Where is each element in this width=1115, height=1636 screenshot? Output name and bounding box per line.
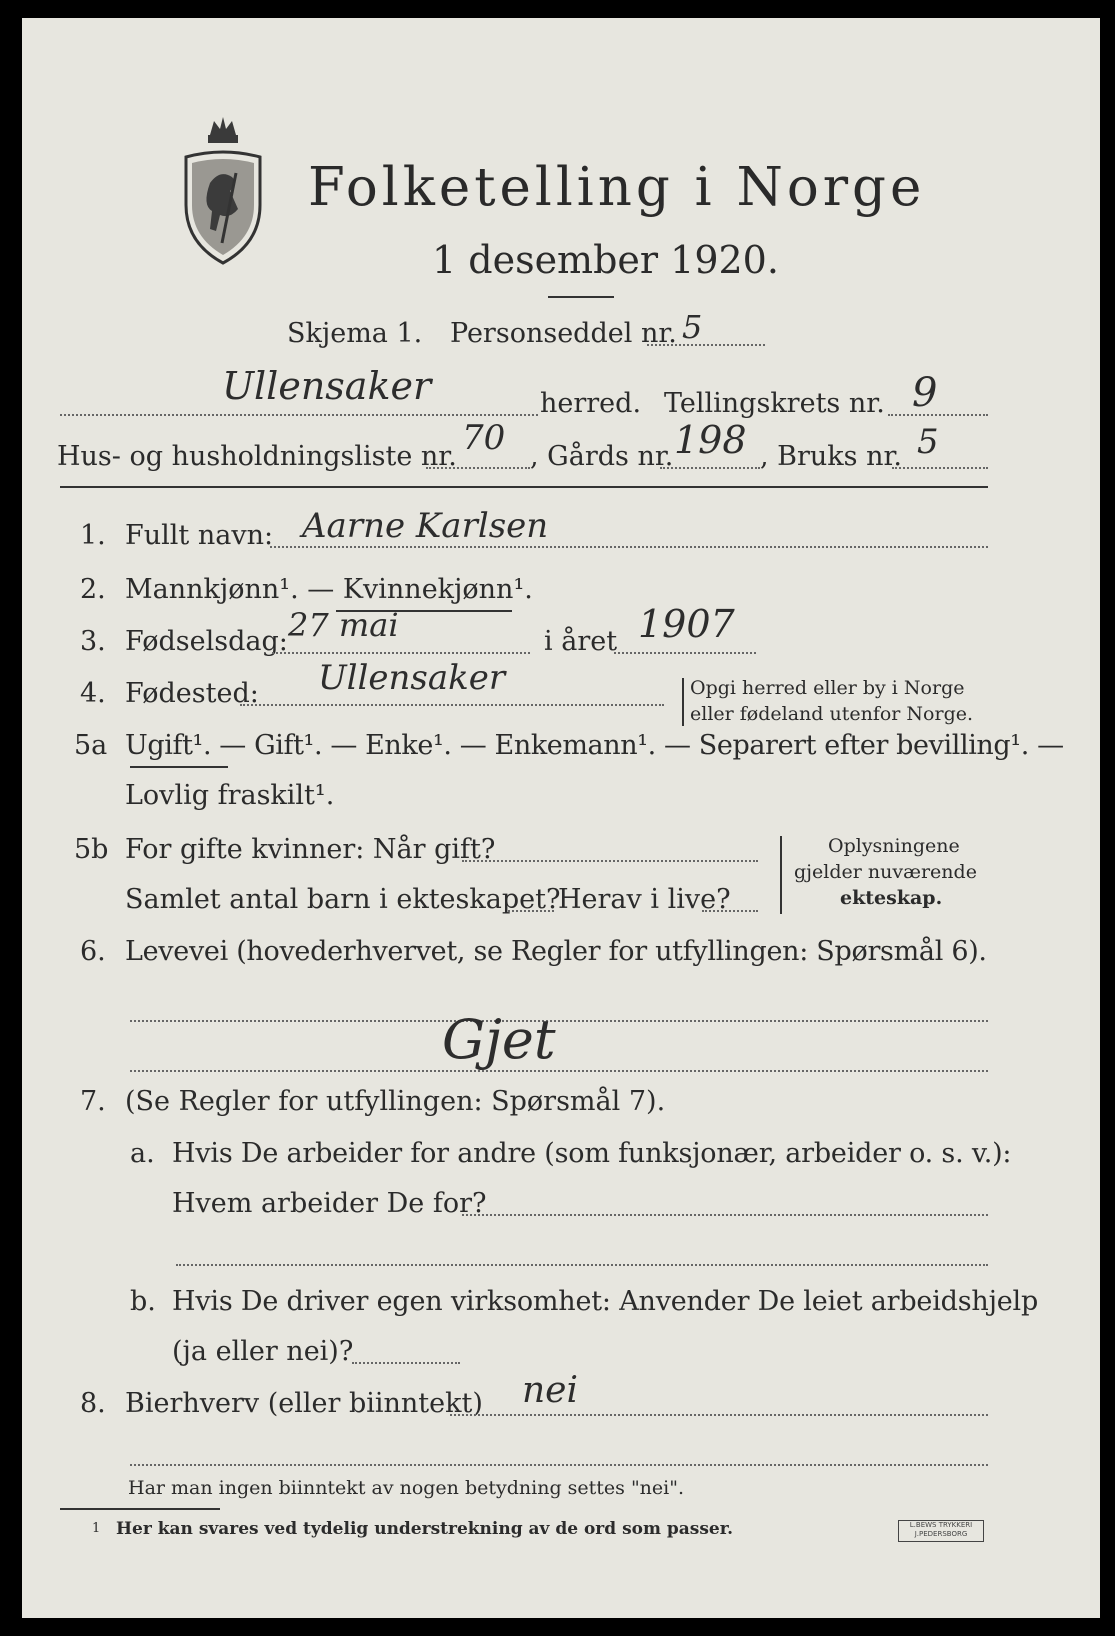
q6-field-line-1 (130, 1020, 988, 1022)
footnote-rule (60, 1508, 220, 1510)
q4-number: 4. (80, 678, 106, 709)
personseddel-field-line (647, 344, 765, 346)
title-divider (548, 296, 614, 298)
q7b-letter: b. (130, 1286, 156, 1317)
q8-field-line-1 (450, 1414, 988, 1416)
page-title: Folketelling i Norge (308, 157, 926, 218)
husholdningsliste-field-line (426, 467, 530, 469)
q5b-note-line2: gjelder nuværende (794, 861, 977, 883)
q4-value: Ullensaker (318, 658, 506, 698)
gards-field-line (660, 467, 760, 469)
census-form-page (22, 18, 1100, 1618)
q5a-number: 5a (74, 730, 108, 761)
gards-value: 198 (674, 418, 747, 462)
q5a-line2: Lovlig fraskilt¹. (125, 780, 335, 811)
q4-field-line (240, 704, 664, 706)
bruks-field-line (892, 467, 988, 469)
q4-note-line1: Opgi herred eller by i Norge (690, 677, 965, 699)
q6-field-line-2 (130, 1070, 988, 1072)
q3-label: Fødselsdag: (125, 626, 288, 657)
q5b-barn-field-line (508, 910, 554, 912)
q3-number: 3. (80, 626, 106, 657)
q4-label: Fødested: (125, 678, 259, 709)
q5a-underline-ugift (130, 766, 228, 768)
q5b-note-line3: ekteskap. (840, 887, 943, 909)
q8-number: 8. (80, 1388, 106, 1419)
q5b-nar-gift-field-line (462, 860, 758, 862)
q5b-note-bracket (780, 836, 782, 914)
herred-label: herred. (540, 388, 642, 419)
q4-note-bracket (682, 678, 684, 726)
husholdningsliste-label: Hus- og husholdningsliste nr. (57, 441, 457, 472)
q7a-line1: Hvis De arbeider for andre (som funksjonær, arbeider o. s. v.): (172, 1138, 1012, 1169)
q6-label: Levevei (hovederhvervet, se Regler for utfyllingen: Spørsmål 6). (125, 936, 987, 967)
tellingskrets-label: Tellingskrets nr. (664, 388, 885, 419)
q5b-i-live-field-line (702, 910, 758, 912)
personseddel-label: Personseddel nr. (450, 318, 677, 349)
q7a-field-line-1 (462, 1214, 988, 1216)
q5b-note-line1: Oplysningene (828, 835, 960, 857)
herred-field-line (60, 414, 538, 416)
q2-number: 2. (80, 574, 106, 605)
q7b-field-line (352, 1362, 460, 1364)
gards-label-text: , Gårds nr. (530, 441, 674, 472)
q1-field-line (270, 546, 988, 548)
q6-value: Gjet (442, 1008, 556, 1071)
q2-label: Mannkjønn¹. — Kvinnekjønn¹. (125, 574, 533, 605)
printer-stamp (898, 1520, 984, 1542)
q5a-line1: Ugift¹. — Gift¹. — Enke¹. — Enkemann¹. — Separert efter bevilling¹. — (125, 730, 1064, 761)
herred-value: Ullensaker (222, 364, 432, 408)
q7-number: 7. (80, 1086, 106, 1117)
q3-value: 27 mai (288, 606, 399, 644)
q7a-field-line-2 (176, 1264, 988, 1266)
q1-number: 1. (80, 520, 106, 551)
q7b-line1: Hvis De driver egen virksomhet: Anvender De leiet arbeidshjelp (172, 1286, 1039, 1317)
q8-field-line-2 (130, 1464, 988, 1466)
q6-number: 6. (80, 936, 106, 967)
q4-note-line2: eller fødeland utenfor Norge. (690, 703, 974, 725)
q1-label: Fullt navn: (125, 520, 274, 551)
header-rule (60, 486, 988, 488)
q7a-line2: Hvem arbeider De for? (172, 1188, 487, 1219)
page-date: 1 desember 1920. (432, 238, 779, 282)
q7b-line2: (ja eller nei)? (172, 1336, 354, 1367)
q1-value: Aarne Karlsen (302, 506, 549, 546)
husholdningsliste-value: 70 (462, 418, 506, 458)
footnote-text: Her kan svares ved tydelig understrekning av de ord som passer. (116, 1519, 734, 1539)
printer-stamp-line2: J.PEDERSBORG (914, 1530, 968, 1538)
q5b-line2b: Herav i live? (558, 884, 731, 915)
personseddel-value: 5 (682, 308, 703, 346)
q8-value: nei (522, 1370, 579, 1411)
tellingskrets-field-line (888, 414, 988, 416)
footer-note: Har man ingen biinntekt av nogen betydning settes "nei". (128, 1477, 685, 1499)
tellingskrets-value: 9 (912, 370, 938, 416)
q5b-line1: For gifte kvinner: Når gift? (125, 834, 496, 865)
q5b-number: 5b (74, 834, 109, 865)
skjema-label: Skjema 1. (287, 318, 423, 349)
q8-label: Bierhverv (eller biinntekt) (125, 1388, 483, 1419)
q3-year-field-line (614, 652, 756, 654)
bruks-value: 5 (917, 422, 939, 462)
q5b-line2a: Samlet antal barn i ekteskapet? (125, 884, 561, 915)
printer-stamp-line1: L.BEWS TRYKKERI (909, 1521, 973, 1529)
q7a-letter: a. (130, 1138, 155, 1169)
q3-date-field-line (272, 652, 530, 654)
q7-label: (Se Regler for utfyllingen: Spørsmål 7). (125, 1086, 666, 1117)
bruks-label: , Bruks nr. (760, 441, 903, 472)
norway-coat-of-arms-icon (180, 113, 266, 265)
q3-year-value: 1907 (638, 602, 735, 646)
footnote-mark: 1 (92, 1521, 101, 1536)
q3-year-label: i året (544, 626, 618, 657)
